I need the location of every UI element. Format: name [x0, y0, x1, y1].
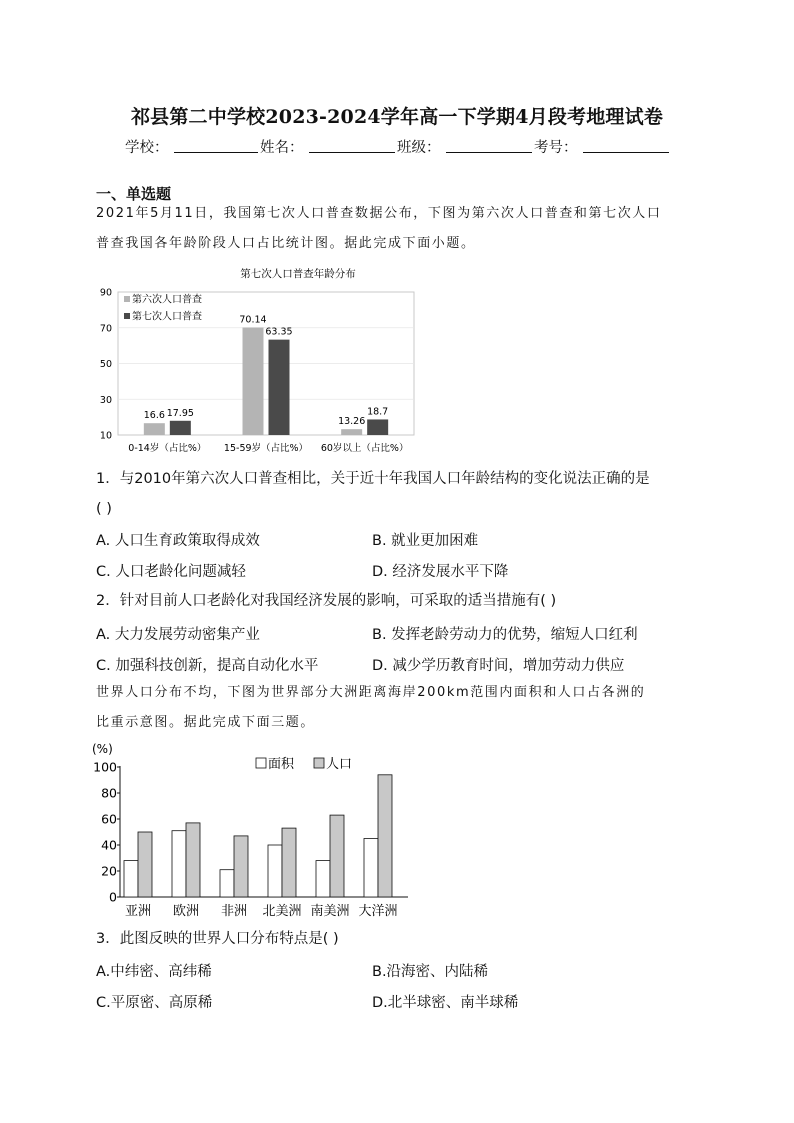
chart1-legend-swatch [124, 296, 130, 302]
chart1-legend-label: 第七次人口普查 [132, 311, 202, 323]
chart1-y-tick-label: 30 [99, 394, 112, 406]
passage-1-line-1: 2021年5月11日，我国第七次人口普查数据公布，下图为第六次人口普查和第七次人口 [96, 206, 662, 221]
question-1 [96, 464, 706, 524]
chart2-legend-label: 面积 [268, 757, 295, 772]
passage-2-line-1: 世界人口分布不均，下图为世界部分大洲距离海岸200km范围内面积和人口占各洲的 [96, 685, 646, 700]
chart2-y-tick-label: 100 [93, 759, 117, 775]
q3-option-c[interactable]: C.平原密、高原稀 [96, 995, 213, 1011]
chart2-bar-population [282, 828, 296, 897]
chart2-category-label: 非洲 [220, 904, 248, 919]
number-label: 考号： [534, 140, 578, 156]
chart2-ylabel: (%) [92, 742, 113, 756]
q1-option-b[interactable]: B. 就业更加困难 [372, 533, 479, 549]
chart1-bar-seventh-census [367, 419, 388, 435]
q1-option-d[interactable]: D. 经济发展水平下降 [372, 564, 509, 580]
chart2-y-tick-label: 0 [109, 889, 117, 905]
chart1-bar-sixth-census [144, 423, 165, 435]
passage-2-line-2: 比重示意图。据此完成下面三题。 [96, 715, 316, 730]
chart1-data-label: 18.7 [367, 406, 389, 418]
chart1-title: 第七次人口普查年龄分布 [240, 268, 356, 280]
q3-option-d[interactable]: D.北半球密、南半球稀 [372, 995, 519, 1011]
chart2-bar-area [316, 861, 330, 897]
census-age-chart [90, 262, 420, 462]
chart1-y-tick-label: 90 [99, 287, 112, 299]
chart1-data-label: 13.26 [338, 416, 366, 428]
chart1-bar-sixth-census [243, 327, 264, 435]
chart2-y-tick-label: 20 [101, 863, 117, 879]
school-label: 学校： [125, 140, 169, 156]
passage-2 [96, 678, 700, 738]
q1-stem-line-1: 1．与2010年第六次人口普查相比，关于近十年我国人口年龄结构的变化说法正确的是 [96, 471, 650, 487]
name-label: 姓名： [260, 140, 304, 156]
chart1-data-label: 17.95 [166, 407, 194, 419]
question-3: 3．此图反映的世界人口分布特点是( ) [96, 931, 339, 947]
chart2-y-tick-label: 60 [101, 811, 117, 827]
passage-1-line-2: 普查我国各年龄阶段人口占比统计图。据此完成下面小题。 [96, 236, 476, 251]
chart2-bar-population [186, 823, 200, 897]
chart1-category-label: 0-14岁（占比%） [128, 443, 207, 454]
q1-option-a[interactable]: A. 人口生育政策取得成效 [96, 533, 260, 549]
q2-option-b[interactable]: B. 发挥老龄劳动力的优势，缩短人口红利 [372, 627, 638, 643]
exam-title: 祁县第二中学校2023-2024学年高一下学期4月段考地理试卷 [130, 106, 664, 128]
q2-option-d[interactable]: D. 减少学历教育时间，增加劳动力供应 [372, 658, 625, 674]
chart1-y-tick-label: 70 [99, 323, 112, 335]
q1-option-c[interactable]: C. 人口老龄化问题减轻 [96, 564, 246, 580]
chart2-bar-area [364, 839, 378, 898]
chart1-bar-seventh-census [170, 421, 191, 435]
chart1-category-label: 15-59岁（占比%） [223, 443, 309, 454]
q2-option-c[interactable]: C. 加强科技创新，提高自动化水平 [96, 658, 319, 674]
chart2-y-tick-label: 40 [101, 837, 117, 853]
chart2-bar-population [378, 775, 392, 897]
chart2-bar-population [138, 832, 152, 897]
chart1-data-label: 16.6 [143, 410, 165, 422]
chart2-category-label: 南美洲 [310, 904, 350, 919]
chart2-bar-population [330, 815, 344, 897]
class-label: 班级： [397, 140, 441, 156]
chart2-category-label: 北美洲 [262, 904, 302, 919]
chart2-legend-label: 人口 [326, 757, 353, 772]
class-blank[interactable] [446, 152, 532, 153]
chart1-bar-seventh-census [269, 340, 290, 435]
chart2-category-label: 大洋洲 [358, 904, 398, 919]
question-2: 2．针对目前人口老龄化对我国经济发展的影响，可采取的适当措施有( ) [96, 593, 557, 609]
q1-stem-line-2: ( ) [96, 501, 112, 517]
chart2-bar-population [234, 836, 248, 897]
passage-1 [96, 199, 700, 259]
chart1-y-tick-label: 50 [99, 359, 112, 370]
school-blank[interactable] [174, 152, 258, 153]
chart1-y-tick-label: 10 [99, 430, 112, 442]
chart1-legend-swatch [124, 313, 130, 319]
chart2-y-tick-label: 80 [101, 785, 117, 801]
q2-option-a[interactable]: A. 大力发展劳动密集产业 [96, 627, 260, 643]
chart1-data-label: 63.35 [265, 326, 293, 338]
name-blank[interactable] [309, 152, 395, 153]
chart2-category-label: 亚洲 [124, 904, 152, 919]
section-title: 一、单选题 [96, 185, 172, 203]
chart2-legend-swatch [314, 758, 324, 768]
chart1-data-label: 70.14 [239, 314, 267, 326]
chart2-bar-area [220, 870, 234, 897]
coastal-share-chart [88, 740, 428, 925]
chart2-bar-area [172, 831, 186, 897]
chart1-bar-sixth-census [341, 429, 362, 435]
q3-option-a[interactable]: A.中纬密、高纬稀 [96, 964, 212, 980]
chart1-category-label: 60岁以上（占比%） [320, 443, 409, 454]
chart2-category-label: 欧洲 [172, 904, 200, 919]
chart2-bar-area [124, 861, 138, 897]
q3-option-b[interactable]: B.沿海密、内陆稀 [372, 964, 489, 980]
chart2-bar-area [268, 845, 282, 897]
chart2-legend-swatch [256, 758, 266, 768]
chart1-legend-label: 第六次人口普查 [132, 294, 202, 306]
number-blank[interactable] [583, 152, 669, 153]
